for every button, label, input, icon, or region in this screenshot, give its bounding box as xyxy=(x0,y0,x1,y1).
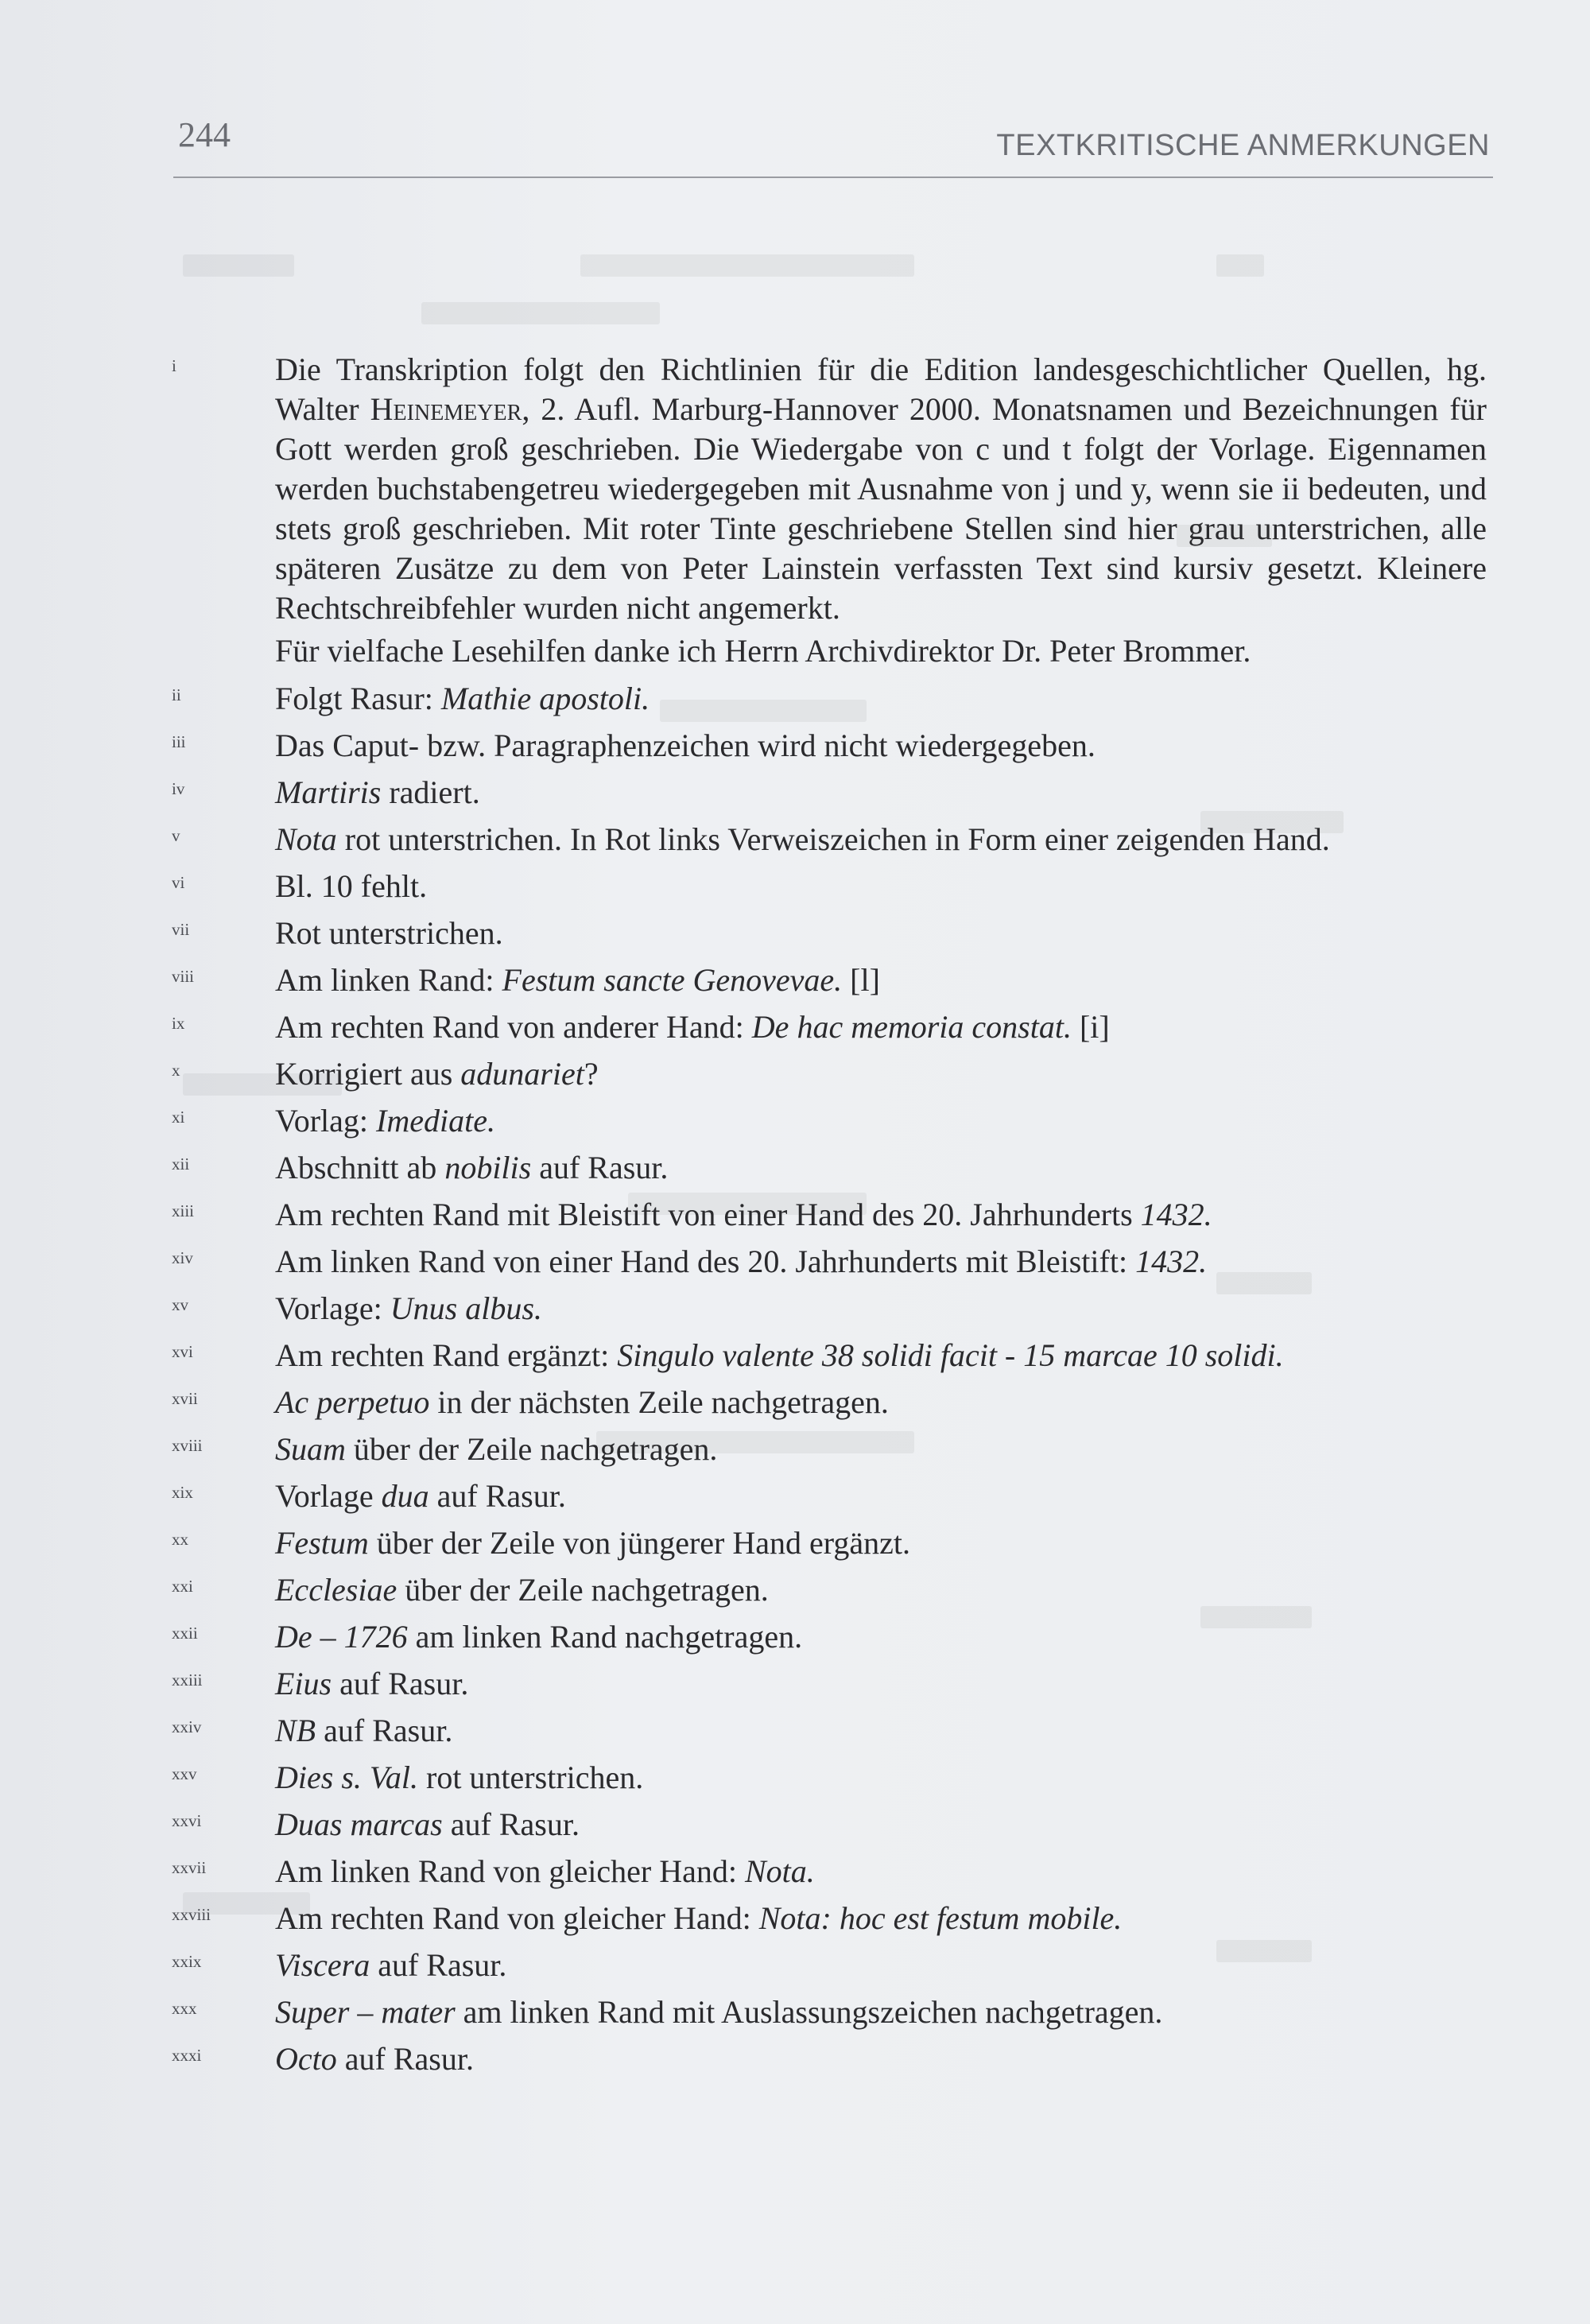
footnote-xix xyxy=(167,1476,1487,1523)
footnote-marker: xxviii xyxy=(172,1905,211,1924)
footnote-text xyxy=(275,1148,1487,1188)
quoted-source-text: nobilis xyxy=(444,1150,532,1185)
footnote-marker: xvii xyxy=(172,1389,198,1408)
note-fragment: auf Rasur. xyxy=(531,1150,669,1185)
footnote-iii xyxy=(167,726,1487,773)
footnote-xxviii xyxy=(167,1899,1487,1946)
quoted-source-text: Super – mater xyxy=(275,1994,456,2030)
note-fragment: rot unterstrichen. In Rot links Verweiszeichen in Form einer zeigenden Hand. xyxy=(336,821,1330,857)
footnote-marker: vi xyxy=(172,873,185,892)
note-fragment: Vorlage xyxy=(275,1478,382,1514)
note-fragment: Rot unterstrichen. xyxy=(275,915,503,951)
quoted-source-text: De hac memoria constat. xyxy=(751,1009,1072,1045)
footnote-xi xyxy=(167,1101,1487,1148)
footnote-text xyxy=(275,1195,1487,1235)
footnote-marker: xxx xyxy=(172,1999,197,2018)
footnote-marker: xix xyxy=(172,1483,193,1502)
footnote-text xyxy=(275,960,1487,1000)
footnote-marker: iii xyxy=(172,732,186,751)
footnote-xxv xyxy=(167,1758,1487,1805)
note-fragment: Am linken Rand: xyxy=(275,962,502,998)
footnote-text xyxy=(275,1805,1487,1845)
footnote-marker: xxxi xyxy=(172,2046,202,2065)
note-fragment: Korrigiert aus xyxy=(275,1056,461,1092)
quoted-source-text: adunariet xyxy=(460,1056,584,1092)
footnote-text xyxy=(275,914,1487,953)
note-fragment: Am rechten Rand mit Bleistift von einer Hand des 20. Jahrhunderts xyxy=(275,1197,1141,1232)
page-header xyxy=(173,111,1493,178)
footnote-xviii xyxy=(167,1430,1487,1476)
footnote-text xyxy=(275,1523,1487,1563)
footnote-xxvii xyxy=(167,1852,1487,1899)
note-fragment: Am rechten Rand von anderer Hand: xyxy=(275,1009,752,1045)
quoted-source-text: 1432. xyxy=(1140,1197,1212,1232)
quoted-source-text: Dies s. Val. xyxy=(275,1759,418,1795)
note-fragment: Am rechten Rand ergänzt: xyxy=(275,1337,618,1373)
footnote-marker: vii xyxy=(172,920,190,939)
footnote-marker: viii xyxy=(172,967,195,986)
quoted-source-text: Nota. xyxy=(744,1853,815,1889)
footnote-marker: iv xyxy=(172,779,185,798)
footnote-marker: v xyxy=(172,826,180,845)
note-fragment: Am linken Rand von gleicher Hand: xyxy=(275,1853,745,1889)
footnote-marker: xi xyxy=(172,1108,185,1127)
footnote-marker: xv xyxy=(172,1295,188,1314)
footnote-marker: xiii xyxy=(172,1201,195,1220)
footnote-text xyxy=(275,1289,1487,1329)
footnote-text xyxy=(275,1570,1487,1610)
footnote-text xyxy=(275,1852,1487,1891)
note-fragment: [l] xyxy=(842,962,880,998)
quoted-source-text: Ac perpetuo xyxy=(275,1384,430,1420)
footnote-vi xyxy=(167,867,1487,914)
footnote-vii xyxy=(167,914,1487,960)
quoted-source-text: NB xyxy=(275,1713,316,1748)
note-fragment: über der Zeile nachgetragen. xyxy=(397,1572,769,1608)
note-fragment: auf Rasur. xyxy=(336,2041,474,2077)
footnote-x xyxy=(167,1054,1487,1101)
footnote-viii xyxy=(167,960,1487,1007)
note-fragment: auf Rasur. xyxy=(370,1947,507,1983)
footnote-xxxi xyxy=(167,2039,1487,2086)
footnote-xxvi xyxy=(167,1805,1487,1852)
footnote-text xyxy=(275,1899,1487,1938)
note-fragment: ? xyxy=(584,1056,599,1092)
quoted-source-text: Nota xyxy=(275,821,337,857)
quoted-source-text: Ecclesiae xyxy=(275,1572,398,1608)
footnote-marker: ii xyxy=(172,685,181,704)
footnote-text xyxy=(275,1383,1487,1422)
note-fragment: , 2. Aufl. Marburg-Hannover 2000. Monatsnamen und Bezeichnungen für Gott werden groß geschrieben. Die Wiedergabe von c und t folgt der Vorlage. Eigennamen werden buchstabengetreu wiedergegeben mit Ausnahme von j und y, wenn sie ii bedeuten, und stets groß geschrieben. Mit roter Tinte geschriebene Stellen sind hier grau unterstrichen, alle späteren Zusätze zu dem von Peter Lainstein verfassten Text sind kursiv gesetzt. Kleinere Rechtschreibfehler wurden nicht angemerkt. xyxy=(275,391,1487,626)
footnote-marker: xx xyxy=(172,1530,188,1549)
footnote-marker: xxiv xyxy=(172,1717,202,1736)
note-fragment: am linken Rand nachgetragen. xyxy=(407,1619,803,1655)
footnote-text xyxy=(275,1946,1487,1985)
footnote-xxiv xyxy=(167,1711,1487,1758)
note-fragment: auf Rasur. xyxy=(442,1806,580,1842)
footnote-text xyxy=(275,2039,1487,2079)
footnote-marker: xxiii xyxy=(172,1670,203,1690)
note-fragment: Am linken Rand von einer Hand des 20. Jahrhunderts mit Bleistift: xyxy=(275,1243,1136,1279)
footnote-marker: i xyxy=(172,356,176,375)
footnote-text xyxy=(275,1992,1487,2032)
note-fragment: Folgt Rasur: xyxy=(275,681,441,716)
acknowledgement-paragraph xyxy=(275,631,1487,679)
footnote-text xyxy=(275,1430,1487,1469)
quoted-source-text: Octo xyxy=(275,2041,337,2077)
footnote-marker: xxi xyxy=(172,1577,193,1596)
footnote-text xyxy=(275,726,1487,766)
note-fragment: Das Caput- bzw. Paragraphenzeichen wird nicht wiedergegeben. xyxy=(275,727,1096,763)
footnote-xxx xyxy=(167,1992,1487,2039)
note-fragment: [i] xyxy=(1071,1009,1110,1045)
footnote-marker: xxvii xyxy=(172,1858,207,1877)
footnote-marker: xxvi xyxy=(172,1811,202,1830)
footnote-xvi xyxy=(167,1336,1487,1383)
note-fragment: auf Rasur. xyxy=(316,1713,453,1748)
footnote-marker: xxix xyxy=(172,1952,202,1971)
note-fragment: am linken Rand mit Auslassungszeichen nachgetragen. xyxy=(455,1994,1163,2030)
note-fragment: in der nächsten Zeile nachgetragen. xyxy=(429,1384,889,1420)
footnote-text xyxy=(275,350,1487,628)
footnote-marker: x xyxy=(172,1061,180,1080)
quoted-source-text: Duas marcas xyxy=(275,1806,443,1842)
footnote-v xyxy=(167,820,1487,867)
footnote-list xyxy=(167,350,1487,2086)
quoted-source-text: Festum sancte Genovevae. xyxy=(502,962,843,998)
page-number: 244 xyxy=(178,115,231,154)
quoted-source-text: Imediate. xyxy=(376,1103,495,1139)
footnote-xxix xyxy=(167,1946,1487,1992)
note-fragment: Bl. 10 fehlt. xyxy=(275,868,428,904)
quoted-source-text: Suam xyxy=(275,1431,346,1467)
footnote-text xyxy=(275,1711,1487,1751)
note-fragment: Vorlag: xyxy=(275,1103,377,1139)
note-fragment: über der Zeile von jüngerer Hand ergänzt. xyxy=(368,1525,910,1561)
note-fragment: Heinemeyer xyxy=(370,391,522,427)
footnote-text xyxy=(275,1476,1487,1516)
footnote-xvii xyxy=(167,1383,1487,1430)
quoted-source-text: Singulo valente 38 solidi facit - 15 marcae 10 solidi. xyxy=(617,1337,1284,1373)
footnote-text xyxy=(275,1617,1487,1657)
footnote-text xyxy=(275,1336,1487,1375)
footnote-text xyxy=(275,679,1487,719)
footnote-text xyxy=(275,820,1487,859)
footnote-i xyxy=(167,350,1487,628)
note-fragment: über der Zeile nachgetragen. xyxy=(345,1431,718,1467)
footnote-marker: xvi xyxy=(172,1342,193,1361)
footnote-text xyxy=(275,867,1487,906)
note-fragment: auf Rasur. xyxy=(429,1478,566,1514)
quoted-source-text: Festum xyxy=(275,1525,369,1561)
footnote-xiv xyxy=(167,1242,1487,1289)
footnote-ii xyxy=(167,679,1487,726)
quoted-source-text: 1432. xyxy=(1135,1243,1208,1279)
note-fragment: radiert. xyxy=(381,774,480,810)
footnote-text xyxy=(275,1007,1487,1047)
note-fragment: auf Rasur. xyxy=(332,1666,469,1701)
footnote-marker: xxv xyxy=(172,1764,197,1783)
running-title: TEXTKRITISCHE ANMERKUNGEN xyxy=(996,129,1490,162)
note-fragment: Abschnitt ab xyxy=(275,1150,445,1185)
footnote-xxii xyxy=(167,1617,1487,1664)
quoted-source-text: Eius xyxy=(275,1666,332,1701)
footnote-xiii xyxy=(167,1195,1487,1242)
footnote-xv xyxy=(167,1289,1487,1336)
footnote-text xyxy=(275,773,1487,813)
quoted-source-text: Nota: hoc est festum mobile. xyxy=(758,1900,1123,1936)
quoted-source-text: Martiris xyxy=(275,774,382,810)
footnote-marker: ix xyxy=(172,1014,185,1033)
note-fragment: Vorlage: xyxy=(275,1290,390,1326)
footnote-marker: xviii xyxy=(172,1436,203,1455)
quoted-source-text: Mathie apostoli. xyxy=(440,681,650,716)
footnote-text xyxy=(275,1758,1487,1798)
footnote-xxi xyxy=(167,1570,1487,1617)
footnote-text xyxy=(275,1242,1487,1282)
note-fragment: rot unterstrichen. xyxy=(418,1759,644,1795)
note-fragment: Am rechten Rand von gleicher Hand: xyxy=(275,1900,759,1936)
quoted-source-text: Unus albus. xyxy=(390,1290,542,1326)
quoted-source-text: De – 1726 xyxy=(275,1619,408,1655)
footnote-marker: xxii xyxy=(172,1624,198,1643)
footnote-marker: xiv xyxy=(172,1248,193,1267)
footnote-xxiii xyxy=(167,1664,1487,1711)
footnote-marker: xii xyxy=(172,1154,190,1174)
footnote-iv xyxy=(167,773,1487,820)
footnote-text xyxy=(275,1664,1487,1704)
footnote-text xyxy=(275,1054,1487,1094)
footnote-xx xyxy=(167,1523,1487,1570)
footnote-ix xyxy=(167,1007,1487,1054)
acknowledgement-text: Für vielfache Lesehilfen danke ich Herrn Archivdirektor Dr. Peter Brommer. xyxy=(275,633,1251,669)
footnote-text xyxy=(275,1101,1487,1141)
quoted-source-text: dua xyxy=(381,1478,429,1514)
quoted-source-text: Viscera xyxy=(275,1947,370,1983)
note-fragment: Die Transkription folgt den Richtlinien für die Edition landesgeschichtlicher Quellen, hg. Walter xyxy=(275,351,1487,427)
footnote-xii xyxy=(167,1148,1487,1195)
